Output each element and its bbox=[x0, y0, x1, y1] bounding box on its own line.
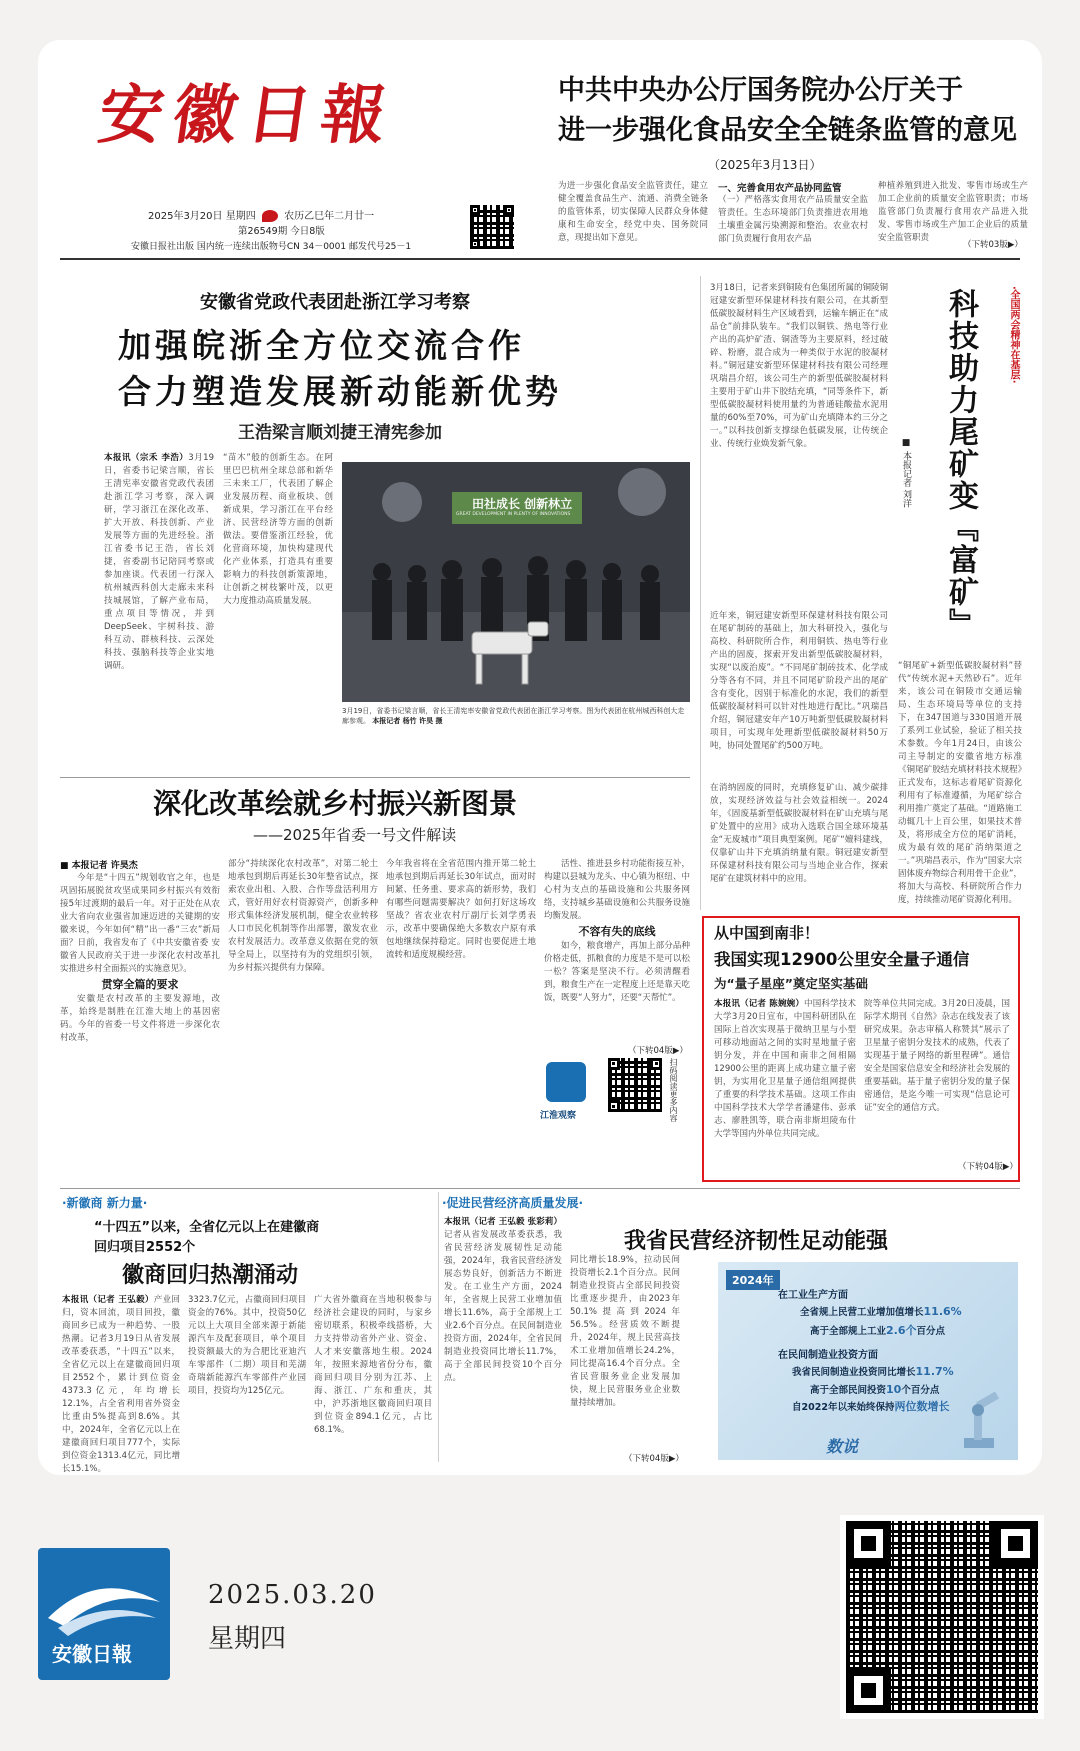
quantum-title[interactable]: 我国实现12900公里安全量子通信 bbox=[714, 950, 970, 969]
rural-col4-text: 活性、推进县乡村功能衔接互补，构建以县城为龙头、中心镇为枢纽、中心村为支点的基础设施和公共服务网络，支持城乡基础设施和公共服务设施均衡发展。 bbox=[544, 859, 690, 921]
bottom-mid-col1-text: 记者从省发展改革委获悉，我省民营经济发展韧性足动能强，2024年，我省民营经济发展态势良好，创新活力不断迸发。在工业生产方面，2024年，全省规上民营工业增加值增长11.6%，高于全部规上工业2.6个百分点。在民间制造业投资方面，2024年，全省民间制造业投资同比增长11.7%，高于全部民间投资10个百分点。 bbox=[444, 1230, 562, 1383]
rural-byline: ■ 本报记者 许昊杰 bbox=[60, 861, 138, 871]
infographic-row-4 bbox=[810, 1382, 939, 1396]
infographic-row-5 bbox=[792, 1398, 949, 1414]
rural-col3: 今年我省将在全省范围内推开第二轮土地承包到期后再延长30年试点，面对时间紧、任务重、要求高的新形势，我们有哪些问题需要解决？如何打好这场攻坚战？省农业农村厅副厅长刘学勇表示，改革中要确保绝大多数农户原有承包地继续保持稳定。同时也要促进土地流转和适度规模经营。 bbox=[386, 859, 536, 960]
rural-subhead-2: 不容有失的底线 bbox=[578, 925, 656, 938]
rural-col4 bbox=[544, 858, 690, 1038]
divider-bottom bbox=[60, 1188, 1020, 1189]
rural-col1-text: 今年是“十四五”规划收官之年，也是巩固拓展脱贫攻坚成果同乡村振兴有效衔接5年过渡期的最后一年。对于正处在从农业大省向农业强省加速迈进的关键期的安徽来说，今年如何“精”出一番“三农”新局面？日前，我省发布了《中共安徽省委 安徽省人民政府关于进一步深化农村改革扎实推进乡村全面振兴的实施意见》。 bbox=[60, 873, 220, 974]
bottom-left-byline: 本报讯（记者 王弘毅） bbox=[62, 1295, 154, 1305]
bottom-left-col2: 3323.7亿元，占徽商回归项目资金的76%。其中，投资50亿元以上大项目全部来源于新能源汽车及配套项目，单个项目投资额最大的为合肥比亚迪汽车零部件（二期）项目和芜湖奇瑞新能源汽车零部件产业园项目，投资均为125亿元。 bbox=[188, 1295, 306, 1396]
lead-title-1[interactable]: 加强皖浙全方位交流合作 bbox=[118, 326, 525, 365]
top-story-date: （2025年3月13日） bbox=[708, 158, 822, 172]
rural-subhead-1: 贯穿全篇的要求 bbox=[101, 978, 179, 991]
top-story-title-1[interactable]: 中共中央办公厅国务院办公厅关于 bbox=[558, 75, 963, 106]
bottom-left-tag: ·新徽商 新力量· bbox=[62, 1196, 148, 1210]
lead-col1-text: 3月19日，省委书记梁言顺，省长王清宪率安徽省党政代表团赴浙江学习考察，深入调研，学习浙江在深化改革、扩大开放、科技创新、产业发展等方面的先进经验。浙江省委书记王浩，省长刘捷，省委副书记陪同考察或参加座谈。代表团一行深入杭州城西科创大走廊未来科技城展馆，了解产业布局，重点项目等情况，并到DeepSeek、宇树科技、游科互动、群核科技、云深处科技、强脑科技等企业实地调研。 bbox=[104, 453, 214, 671]
masthead-publisher: 安徽日报社出版 国内统一连续出版物号CN 34－0001 邮发代号25－1 bbox=[131, 242, 412, 252]
lead-photo-credit: 本报记者 杨竹 许昊 摄 bbox=[372, 717, 443, 725]
bottom-mid-jump[interactable]: （下转04版▶） bbox=[624, 1454, 684, 1464]
quantum-subtitle: 为“量子星座”奠定坚实基础 bbox=[714, 976, 868, 991]
photo-banner-text: 田社成长 创新林立 bbox=[472, 497, 573, 511]
masthead-divider bbox=[60, 258, 1020, 260]
top-story-col2: （一）严格落实食用农产品质量安全监管责任。生态环境部门负责推进农用地土壤重金属污染溯源和整治。农业农村部门负责履行食用农产品 bbox=[718, 195, 868, 244]
mid-column-1: 3月18日，记者来到铜陵有色集团所属的铜陵铜冠建安新型环保建材科技有限公司，在其新型低碳胶凝材料生产区域看到，运输车辆正在“成品仓”前排队装车。“我们以铜铁、热电等行业产出的高炉矿渣、铜渣等为主要原料，经过破碎、粉磨，混合成为一种类似于水泥的胶凝材料。”铜冠建安新型环保建材科技有限公司经理巩瑞昌介绍，该公司生产的新型低碳胶凝材料主要用于矿山井下胶结充填，“同等条件下，新型低碳胶凝材料使用量约为普通硅酸盐水泥用量的60%至70%，可为矿山充填降本约三分之一。”以科技创新支撑绿色低碳发展，让传统企业、传统行业焕发新气象。 bbox=[710, 283, 888, 449]
infographic-brand: 数说 bbox=[826, 1437, 859, 1456]
top-story-col1: 为进一步强化食品安全监管责任，建立健全覆盖食品生产、流通、消费全链条的监管体系，切实保障人民群众身体健康和生命安全，经党中央、国务院同意，现提出如下意见。 bbox=[558, 181, 708, 243]
infographic-row-3 bbox=[792, 1364, 954, 1378]
newspaper-front-page bbox=[38, 40, 1042, 1475]
bottom-mid-byline: 本报讯（记者 王弘毅 张彩莉） bbox=[444, 1217, 562, 1227]
rural-qr-label: 扫码阅读更多内容 bbox=[669, 1058, 678, 1122]
rural-col1b-text: 安徽是农村改革的主要发源地，改革，始终是制胜在江淮大地上的基因密码。今年的省委一号文件将进一步深化农村改革， bbox=[60, 994, 220, 1043]
lead-photo bbox=[342, 462, 690, 702]
rural-col1 bbox=[60, 872, 220, 1180]
infographic-u2b: 个百分点 bbox=[901, 1385, 940, 1396]
infographic-row-2 bbox=[810, 1322, 945, 1338]
masthead-lunar: 农历乙巳年二月廿一 bbox=[284, 211, 375, 222]
lead-col2: “苗木”般的创新生态。在阿里巴巴杭州全球总部和新华三未来工厂，代表团了解企业发展历程、商业板块、创新成果，学习浙江在平台经济、民营经济等方面的创新做法。要借鉴浙江经验，优化营商环境，加快构建现代化产业体系，打造具有重要影响力的科技创新策源地，让创新之树枝繁叶茂，以更大力度推动高质量发展。 bbox=[223, 453, 333, 606]
lead-col1 bbox=[104, 452, 214, 774]
feature-tag: ·全国两会精神在基层· bbox=[1008, 286, 1019, 384]
quantum-jump[interactable]: （下转04版▶） bbox=[958, 1162, 1018, 1172]
infographic-h2: 在民间制造业投资方面 bbox=[778, 1350, 878, 1361]
masthead-issue: 第26549期 今日8版 bbox=[238, 226, 325, 237]
masthead-date: 2025年3月20日 星期四 bbox=[148, 211, 256, 222]
lead-caption-text: 3月19日，省委书记梁言顺，省长王清宪率安徽省党政代表团在浙江学习考察。图为代表团在杭州城西科创大走廊参观。 bbox=[342, 707, 685, 725]
bottom-left-kicker-2: 回归项目2552个 bbox=[94, 1240, 196, 1255]
divider-rural bbox=[60, 777, 690, 778]
lead-title-2[interactable]: 合力塑造发展新动能新优势 bbox=[118, 372, 562, 411]
infographic-row-1 bbox=[800, 1304, 962, 1318]
infographic-l1a: 全省规上民营工业增加值增长 bbox=[800, 1307, 924, 1318]
infographic-l2b: 高于全部民间投资 bbox=[810, 1385, 887, 1396]
infographic-v1a: 11.6% bbox=[923, 1305, 962, 1318]
infographic-v1b: 2.6个 bbox=[886, 1324, 917, 1337]
rural-qr-code[interactable] bbox=[608, 1058, 662, 1112]
infographic-l1b: 高于全部规上工业 bbox=[810, 1326, 887, 1337]
bottom-mid-col1 bbox=[444, 1216, 562, 1462]
bottom-left-kicker-1: “十四五”以来，全省亿元以上在建徽商 bbox=[94, 1220, 320, 1235]
infographic-year: 2024年 bbox=[726, 1270, 780, 1290]
rural-jump[interactable]: （下转04版▶） bbox=[628, 1046, 688, 1056]
photo-banner-sub: GREAT DEVELOPMENT IN PLENTY OF INNOVATIONS bbox=[456, 512, 571, 517]
masthead-logo: 安徽日報 bbox=[93, 78, 401, 153]
mid-column-3: 在消纳固废的同时，充填修复矿山、减少碳排放，实现经济效益与社会效益相统一。2024年，《固废基新型低碳胶凝材料在矿山充填与尾矿处置中的应用》成功入选联合国全球环境基金“无废城市”项目典型案例。尾矿“嬗料建线，仅靠矿山井下充填消纳量有限。铜冠建安新型环保建材科技有限公司与当地企业合作，探索尾矿在建筑材料中的应用。 bbox=[710, 783, 888, 884]
top-story-section: 一、完善食用农产品协同监管 bbox=[718, 183, 842, 194]
bottom-left-col1 bbox=[62, 1294, 180, 1474]
bottom-left-col1-text: 产业回归，资本回流，项目回投，徽商回乡已成为一种趋势、一股热潮。记者3月19日从省发展改革委获悉，“十四五”以来，全省亿元以上在建徽商回归项目2552个，累计到位资金4373.3亿元，年均增长12.1%，占全省利用省外资金比重由5%提高到8.6%。其中，2024年，全省亿元以上在建徽商回归项目777个，实际到位资金1313.4亿元，同比增长15.1%。 bbox=[62, 1295, 180, 1474]
divider-mid bbox=[700, 276, 701, 910]
feature-byline: ■ 本报记者 刘洋 bbox=[901, 438, 911, 508]
infographic-l2a: 我省民间制造业投资同比增长 bbox=[792, 1367, 916, 1378]
infographic bbox=[718, 1262, 1018, 1460]
footer-weekday: 星期四 bbox=[208, 1624, 287, 1654]
bottom-mid-tag: ·促进民营经济高质量发展· bbox=[442, 1196, 584, 1210]
mid-column-2: 近年来，铜冠建安新型环保建材科技有限公司在尾矿制砖的基础上，加大科研投入，强化与高校、科研院所合作，利用铜铁、热电等行业产出的固废，探索开发出新型低碳胶凝材料，实现“以废治废”。“不同尾矿制砖技术、化学成分等各有不同，并且不同尾矿阶段产出的尾矿含有变化，因别于标准化的水泥，我们的新型低碳胶凝材料可以针对性地进行配比。”巩瑞昌介绍，铜冠建安年产10万吨新型低碳胶凝材料项目，可实现年处理新型低碳胶凝材料50万吨，协同处置尾矿约500万吨。 bbox=[710, 611, 888, 751]
bottom-mid-col2: 同比增长18.9%，拉动民间投资增长2.1个百分点。民间制造业投资占全部民间投资比重逐步提升，由2023年50.1%提高到2024年56.5%。经营质效不断提升，2024年，规上民营高技术工业增加值增长24.2%，同比提高16.4个百分点。全省民营服务业企业发展加快，规上民营服务业企业数量持续增加。 bbox=[570, 1255, 680, 1408]
infographic-v2b: 10 bbox=[886, 1383, 902, 1396]
infographic-l2c: 自2022年以来始终保持 bbox=[792, 1402, 895, 1413]
masthead-qr-code[interactable] bbox=[470, 205, 514, 249]
infographic-v2a: 11.7% bbox=[915, 1365, 954, 1378]
footer-qr-code[interactable] bbox=[840, 1515, 1044, 1719]
lead-kicker: 安徽省党政代表团赴浙江学习考察 bbox=[200, 292, 470, 313]
robot-arm-icon bbox=[954, 1380, 1004, 1450]
rural-col2: 部分“持续深化农村改革”，对第二轮土地承包到期后再延长30年整省试点，探索农业出租、入股、合作等盘活利用方式，管好用好农村资源资产，创新多种形式集体经济发展机制，健全农业转移人口市民化机制等作出部署，激发农业农村发展活力。改革意义依据在党的领导全局上，以坚持有为的党组织引领，为乡村振兴提供有力保障。 bbox=[228, 859, 378, 973]
feature-title[interactable]: 科技助力尾矿变『富矿』 bbox=[943, 288, 978, 640]
footer-logo-text: 安徽日報 bbox=[52, 1642, 132, 1666]
lead-subtitle: 王浩梁言顺刘捷王清宪参加 bbox=[238, 423, 442, 443]
quantum-text1: 中国科学技术大学3月20日宣布，中国科研团队在国际上首次实现基于微纳卫星与小型可移动地面站之间的实时星地量子密钥分发，并在中国和南非之间相隔12900公里的距离上成功建立量子密钥，为实用化卫星量子通信组网提供了重要的科学技术基础。这项工作由中国科学技术大学学者潘建伟、彭承志、廖胜凯等，联合南非斯坦陵布什大学等国内外单位共同完成。 bbox=[714, 999, 856, 1139]
bottom-right-title[interactable]: 我省民营经济韧性足动能强 bbox=[624, 1229, 889, 1254]
rural-title[interactable]: 深化改革绘就乡村振兴新图景 bbox=[153, 787, 518, 820]
jhgc-label: 江淮观察 bbox=[540, 1111, 577, 1121]
seal-icon bbox=[262, 210, 278, 222]
infographic-u1b: 百分点 bbox=[916, 1326, 946, 1337]
jhgc-logo bbox=[546, 1062, 586, 1102]
rural-col4b-text: 如今，粮食增产，再加上部分品种价格走低，抓粮食的力度是不是可以松一松？答案是坚决不行。必须清醒看到，粮食生产在一定程度上还是靠天吃饭，既要“人努力”，还要“天帮忙”。 bbox=[544, 941, 690, 1003]
top-story-jump[interactable]: （下转03版▶） bbox=[963, 240, 1023, 250]
quantum-kicker: 从中国到南非！ bbox=[714, 924, 820, 942]
top-story-title-2[interactable]: 进一步强化食品安全全链条监管的意见 bbox=[558, 115, 1017, 146]
rural-subtitle: ——2025年省委一号文件解读 bbox=[253, 826, 457, 844]
divider-bottom-mid bbox=[438, 1192, 439, 1462]
lead-photo-caption bbox=[342, 706, 690, 726]
lead-byline: 本报讯（宗禾 李浩） bbox=[104, 453, 189, 463]
infographic-h1: 在工业生产方面 bbox=[778, 1290, 848, 1301]
bottom-left-title[interactable]: 徽商回归热潮涌动 bbox=[122, 1263, 299, 1288]
masthead-date-line bbox=[148, 207, 374, 222]
top-story-col3: 种植养殖到进入批发、零售市场或生产加工企业前的质量安全监管职责；市场监管部门负责履行食用农产品进入批发、零售市场或生产加工企业后的质量安全监管职责 bbox=[878, 181, 1028, 243]
quantum-col1 bbox=[714, 998, 856, 1170]
footer-date: 2025.03.20 bbox=[208, 1580, 377, 1610]
infographic-v2c: 两位数增长 bbox=[894, 1400, 950, 1413]
quantum-byline: 本报讯（记者 陈婉婉） bbox=[714, 999, 805, 1009]
bottom-left-col3: 广大省外徽商在当地积极参与经济社会建设的同时，与家乡密切联系，积极牵线搭桥，大力支持带动省外产业、资金、人才来安徽落地生根。2024年，按照来源地省份分布，徽商回归项目分别为江苏、上海、浙江、广东和重庆，其中，沪苏浙地区徽商回归项目到位资金894.1亿元，占比68.1%。 bbox=[314, 1295, 432, 1435]
quantum-col2: 院等单位共同完成。3月20日凌晨，国际学术期刊《自然》杂志在线发表了该研究成果。杂志审稿人称赞其“展示了卫星量子密钥分发技术的成熟，代表了实现基于量子网络的新里程碑”。通信安全是国家信息安全和经济社会发展的重要基础。基于量子密钥分发的量子保密通信，是迄今唯一可实现“信息论可证”安全的通信方式。 bbox=[864, 999, 1010, 1113]
footer-logo bbox=[38, 1548, 170, 1680]
feature-text: “铜尾矿+新型低碳胶凝材料”替代“传统水泥+天然砂石”。近年来，该公司在铜陵市交通运输局、生态环境局等单位的支持下，在347国道与330国道开展了系列工业试验，验证了相关技术参数。今年1月24日，由该公司主导制定的安徽省地方标准《铜尾矿胶结充填材料技术规程》正式发布，这标志着尾矿资源化利用有了标准遵循，为尾矿综合利用推广奠定了基础。“道路施工动辄几十上百公里，如果技术普及，将形成全方位的尾矿消耗，成为最有效的尾矿消纳渠道之一。”巩瑞昌表示，作为“国家大宗固体废弃物综合利用骨干企业”，将加大与高校、科研院所合作力度，持续推动尾矿资源化利用。 bbox=[898, 661, 1022, 905]
